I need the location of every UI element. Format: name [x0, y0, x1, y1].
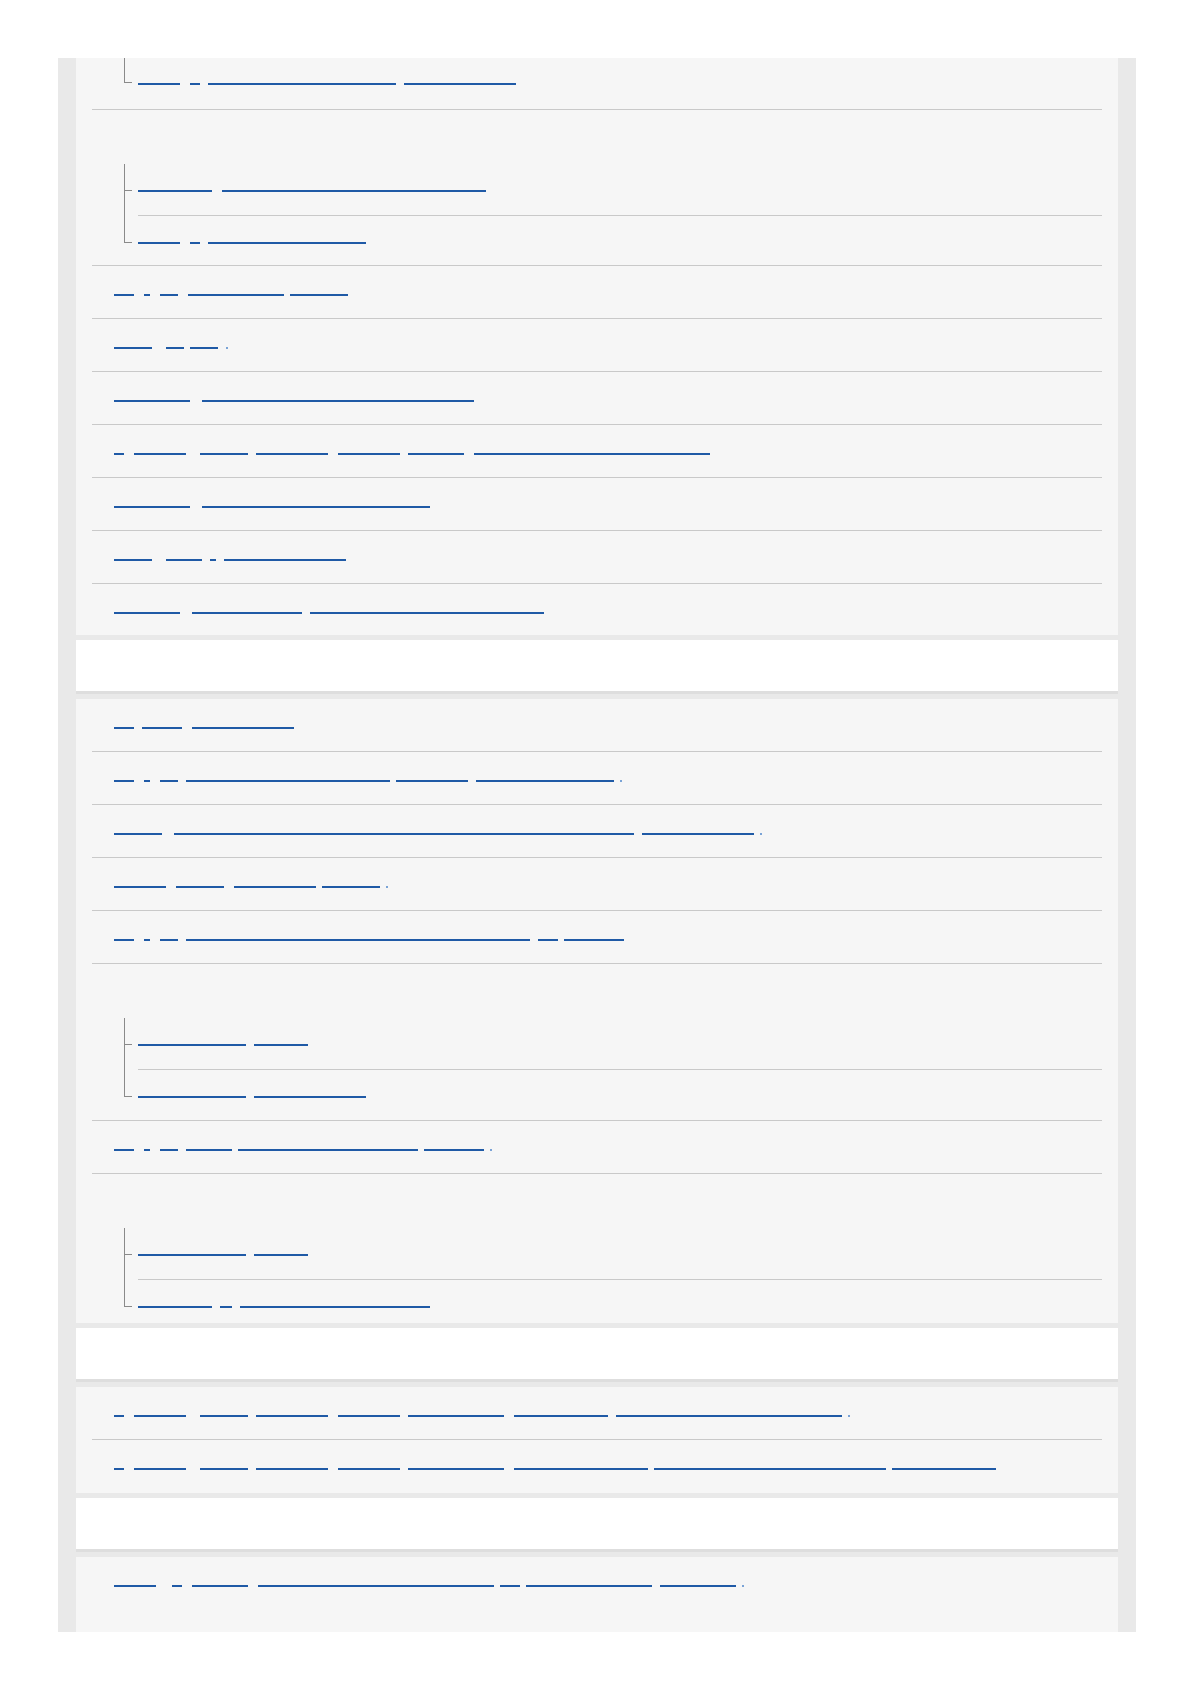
tree-connector — [124, 58, 125, 82]
tree-connector-tick — [124, 190, 132, 191]
toc-subitem-link[interactable] — [138, 190, 498, 194]
toc-subgroup — [92, 1174, 1102, 1323]
toc-item — [92, 584, 1102, 637]
tree-connector-tick — [124, 1254, 132, 1255]
toc-subitem — [138, 1018, 1102, 1070]
toc-item — [92, 805, 1102, 858]
toc-subitem-link[interactable] — [138, 1044, 338, 1048]
toc-item — [92, 1121, 1102, 1174]
toc-item — [92, 478, 1102, 531]
toc-subitem — [138, 1070, 1102, 1122]
toc-subitem — [138, 1228, 1102, 1280]
toc-item — [92, 319, 1102, 372]
toc-subitem-link[interactable] — [138, 242, 368, 246]
toc-item — [92, 266, 1102, 319]
toc-subitem — [138, 1280, 1102, 1332]
toc-subgroup — [92, 964, 1102, 1121]
tree-connector-tick — [124, 1044, 132, 1045]
toc-subitem-link[interactable] — [138, 1306, 438, 1310]
tree-connector-tick — [124, 242, 132, 243]
section-heading-bar — [76, 1498, 1118, 1552]
toc-subitem-link[interactable] — [138, 83, 518, 87]
document-page — [58, 58, 1136, 1632]
toc-block-1 — [76, 58, 1118, 635]
section-heading-bar — [76, 1328, 1118, 1382]
toc-item — [92, 1387, 1102, 1440]
toc-subitem-link[interactable] — [138, 1096, 378, 1100]
tree-connector-tick — [124, 1096, 132, 1097]
toc-item — [92, 1440, 1102, 1493]
toc-subgroup-partial — [92, 58, 1102, 110]
toc-block-4 — [76, 1557, 1118, 1632]
toc-subgroup — [92, 110, 1102, 266]
toc-item — [92, 425, 1102, 478]
tree-connector — [124, 1228, 125, 1306]
tree-connector-tick — [124, 1306, 132, 1307]
section-heading-bar — [76, 640, 1118, 694]
toc-item — [92, 372, 1102, 425]
toc-item — [92, 699, 1102, 752]
toc-subitem — [138, 164, 1102, 216]
toc-item — [92, 531, 1102, 584]
toc-block-3 — [76, 1387, 1118, 1493]
tree-connector — [124, 1018, 125, 1096]
toc-item — [92, 752, 1102, 805]
toc-subitem — [138, 216, 1102, 268]
toc-block-2 — [76, 699, 1118, 1323]
toc-item — [92, 1557, 1102, 1610]
toc-subitem-link[interactable] — [138, 1254, 338, 1258]
toc-item — [92, 858, 1102, 911]
tree-connector-tick — [124, 82, 132, 83]
toc-item — [92, 911, 1102, 964]
tree-connector — [124, 164, 125, 242]
